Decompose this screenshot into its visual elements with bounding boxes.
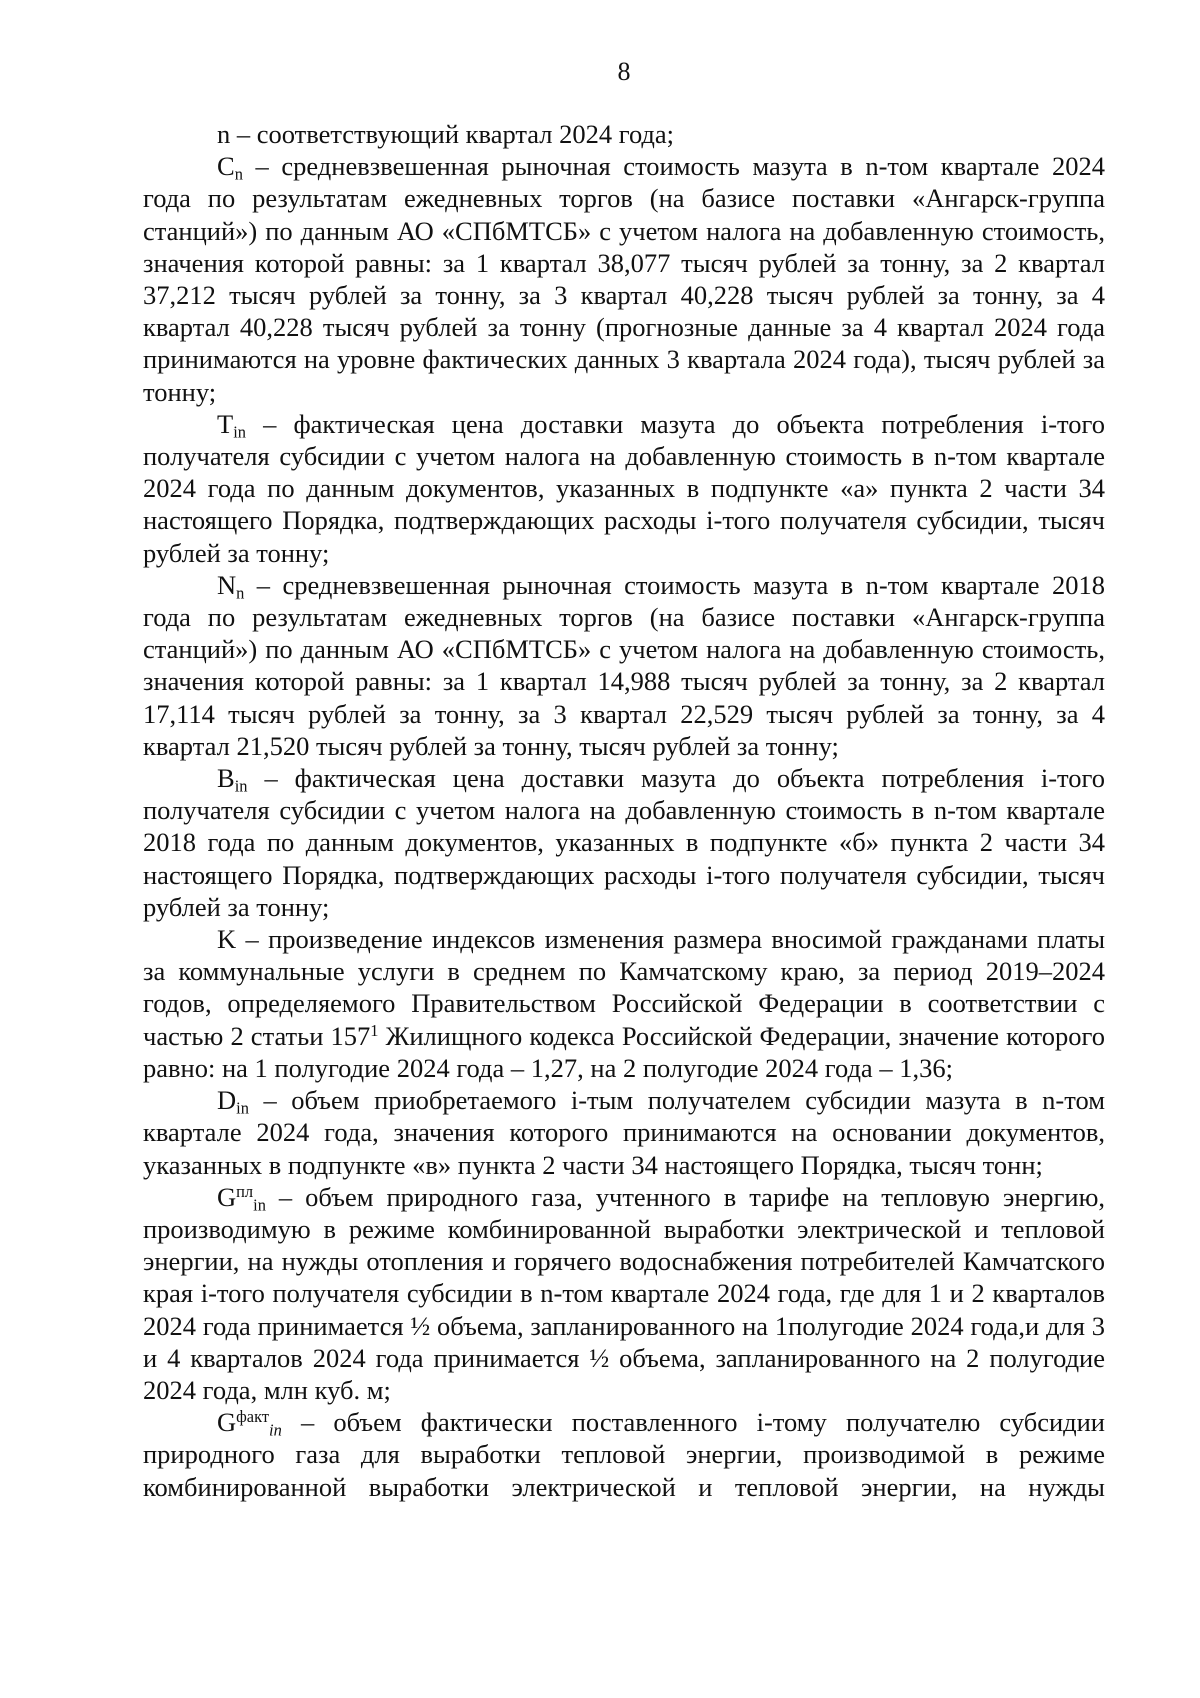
paragraph-text: – средневзвешенная рыночная стоимость мазута в n-том квартале 2018 года по результатам ежедневных торгов (на базисе поставки «Ангарск-группа станций») по данным АО «СПбМТСБ» с учетом налога на добавленную стоимость, значения которой равны: за 1 квартал 14,988 тысяч рублей за тонну, за 2 квартал 17,114 тысяч рублей за тонну, за 3 квартал 22,529 тысяч рублей за тонну, за 4 квартал 21,520 тысяч рублей за тонну, тысяч рублей за тонну; bbox=[143, 569, 1105, 761]
paragraph-text: – объем приобретаемого i-тым получателем субсидии мазута в n-том квартале 2024 года, значения которого принимаются на основании документов, указанных в подпункте «в» пункта 2 части 34 настоящего Порядка, тысяч тонн; bbox=[143, 1085, 1105, 1180]
symbol-n: n bbox=[217, 119, 231, 149]
paragraph-text: – объем фактически поставленного i-тому получателю субсидии природного газа для выработки тепловой энергии, производимой в режиме комбинированной выработки электрической и тепловой энергии, на нужды bbox=[143, 1407, 1105, 1502]
paragraph-gfakt bbox=[143, 1406, 1105, 1503]
paragraph-text: – объем природного газа, учтенного в тарифе на тепловую энергию, производимую в режиме комбинированной выработки электрической и тепловой энергии, на нужды отопления и горячего водоснабжения потребителей Камчатского края i-того получателя субсидии в n-том квартале 2024 года, где для 1 и 2 кварталов 2024 года принимается ½ объема, запланированного на 1полугодие 2024 года,и для 3 и 4 кварталов 2024 года принимается ½ объема, запланированного на 2 полугодие 2024 года, млн куб. м; bbox=[143, 1181, 1105, 1405]
symbol-bin: $B_{in}$ bbox=[217, 763, 248, 796]
page-number: 8 bbox=[617, 57, 631, 86]
paragraph-n bbox=[143, 118, 1105, 150]
paragraph-text: – средневзвешенная рыночная стоимость мазута в n-том квартале 2024 года по результатам ежедневных торгов (на базисе поставки «Ангарск-группа станций») по данным АО «СПбМТСБ» с учетом налога на добавленную стоимость, значения которой равны: за 1 квартал 38,077 тысяч рублей за тонну, за 2 квартал 37,212 тысяч рублей за тонну, за 3 квартал 40,228 тысяч рублей за тонну, за 4 квартал 40,228 тысяч рублей за тонну (прогнозные данные за 4 квартал 2024 года принимаются на уровне фактических данных 3 квартала 2024 года), тысяч рублей за тонну; bbox=[143, 151, 1105, 407]
paragraph-text-part1: – произведение индексов изменения размера вносимой гражданами платы за коммунальные услуги в среднем по Камчатскому краю, за период 2019–2024 годов, определяемого Правительством Российской Федерации в соответствии с частью 2 статьи 157 bbox=[143, 924, 1105, 1051]
symbol-cn: $C_n$ bbox=[217, 151, 243, 184]
symbol-nn: $N_n$ bbox=[217, 569, 245, 603]
symbol-k: K bbox=[217, 924, 237, 955]
paragraph-k bbox=[143, 923, 1105, 1084]
symbol-gfakt: $G^{факт}_{in}$ bbox=[217, 1407, 282, 1440]
footnote-superscript: 1 bbox=[370, 1020, 379, 1040]
symbol-din: $D_{in}$ bbox=[217, 1085, 249, 1118]
paragraph-text: – фактическая цена доставки мазута до объекта потребления i-того получателя субсидии с учетом налога на добавленную стоимость в n-том квартале 2018 года по данным документов, указанных в подпункте «б» пункта 2 части 34 настоящего Порядка, подтверждающих расходы i-того получателя субсидии, тысяч рублей за тонну; bbox=[143, 763, 1105, 922]
paragraph-din bbox=[143, 1084, 1105, 1181]
paragraph-text-part2: Жилищного кодекса Российской Федерации, значение которого равно: на 1 полугодие 2024 года – 1,27, на 2 полугодие 2024 года – 1,36; bbox=[143, 1020, 1105, 1083]
symbol-tin: $T_{in}$ bbox=[217, 408, 246, 442]
paragraph-text: – фактическая цена доставки мазута до объекта потребления i-того получателя субсидии с учетом налога на добавленную стоимость в n-том квартале 2024 года по данным документов, указанных в подпункте «а» пункта 2 части 34 настоящего Порядка, подтверждающих расходы i-того получателя субсидии, тысяч рублей за тонну; bbox=[143, 408, 1105, 568]
paragraph-tin bbox=[143, 408, 1105, 569]
paragraph-gpl bbox=[143, 1181, 1105, 1406]
paragraph-nn bbox=[143, 569, 1105, 762]
paragraph-text: – соответствующий квартал 2024 года; bbox=[230, 119, 675, 149]
symbol-gpl: $G^{пл}_{in}$ bbox=[217, 1181, 266, 1215]
paragraph-cn bbox=[143, 150, 1105, 408]
paragraph-bin bbox=[143, 762, 1105, 923]
